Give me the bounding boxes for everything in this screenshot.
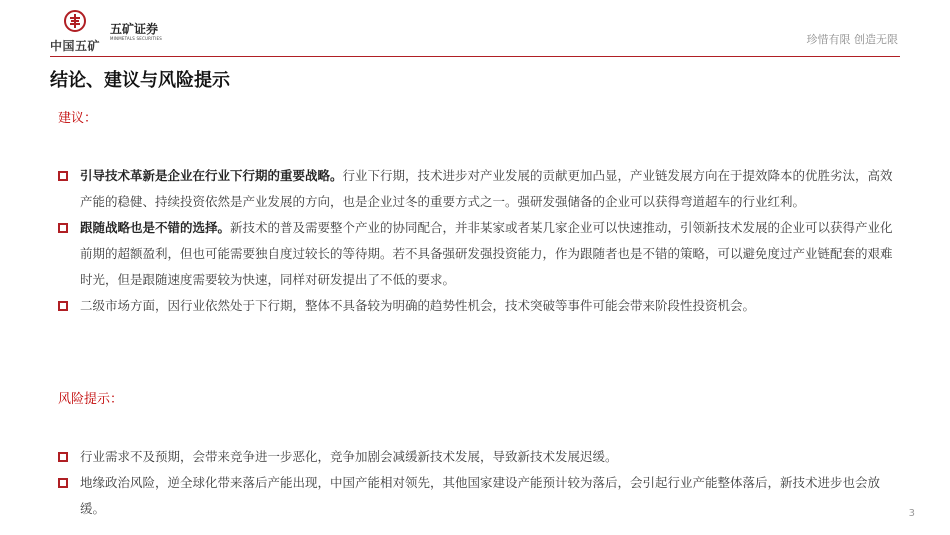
logo-secondary-cn: 五矿证券: [110, 22, 159, 36]
minmetals-securities-logo: [110, 22, 162, 41]
suggestion-text: 新技术的普及需要整个产业的协同配合，并非某家或者某几家企业可以快速推动，引领新技术发展的企业可以获得产业化前期的超额盈利，但也可能需要独自度过较长的等待期。若不具备强研发强投资能力，作为跟随者也是不错的策略，可以避免度过产业链配套的艰难时光，但是跟随速度需要较为快速，同样对研发提出了不低的要求。: [80, 220, 893, 287]
suggestion-lead: 引导技术革新是企业在行业下行期的重要战略。: [80, 168, 343, 183]
risk-text: 地缘政治风险，逆全球化带来落后产能出现，中国产能相对领先，其他国家建设产能预计较为落后，会引起行业产能整体落后，新技术进步也会放缓。: [80, 475, 881, 516]
suggestion-lead: 跟随战略也是不错的选择。: [80, 220, 231, 235]
page-title: 结论、建议与风险提示: [50, 70, 230, 91]
page-header: [0, 0, 950, 58]
suggestion-text: 二级市场方面，因行业依然处于下行期，整体不具备较为明确的趋势性机会，技术突破等事件可能会带来阶段性投资机会。: [80, 298, 756, 313]
suggestion-text: 行业下行期，技术进步对产业发展的贡献更加凸显，产业链发展方向在于提效降本的优胜劣汰，高效产能的稳健、持续投资依然是产业发展的方向，也是企业过冬的重要方式之一。强研发强储备的企业可以获得弯道超车的行业红利。: [80, 168, 893, 209]
minmetals-emblem-icon: [64, 10, 86, 32]
square-bullet-icon: [58, 223, 68, 233]
suggestion-item: [58, 215, 903, 293]
risk-item: [58, 444, 903, 470]
risks-list: [58, 444, 903, 522]
risks-heading: 风险提示：: [58, 392, 124, 407]
logo-primary-text: 中国五矿: [50, 39, 101, 53]
risk-item: [58, 470, 903, 522]
risk-text: 行业需求不及预期，会带来竞争进一步恶化，竞争加剧会减缓新技术发展，导致新技术发展迟缓。: [80, 449, 618, 464]
suggestions-heading: 建议：: [58, 111, 98, 126]
slogan: 珍惜有限 创造无限: [806, 33, 898, 46]
suggestion-item: [58, 293, 903, 319]
square-bullet-icon: [58, 478, 68, 488]
logo-secondary-en: MINMETALS SECURITIES: [110, 36, 162, 41]
suggestions-list: [58, 163, 903, 319]
china-minmetals-logo: [50, 10, 102, 54]
header-divider: [50, 56, 900, 57]
square-bullet-icon: [58, 171, 68, 181]
square-bullet-icon: [58, 452, 68, 462]
suggestion-item: [58, 163, 903, 215]
page-number: 3: [908, 508, 915, 519]
square-bullet-icon: [58, 301, 68, 311]
